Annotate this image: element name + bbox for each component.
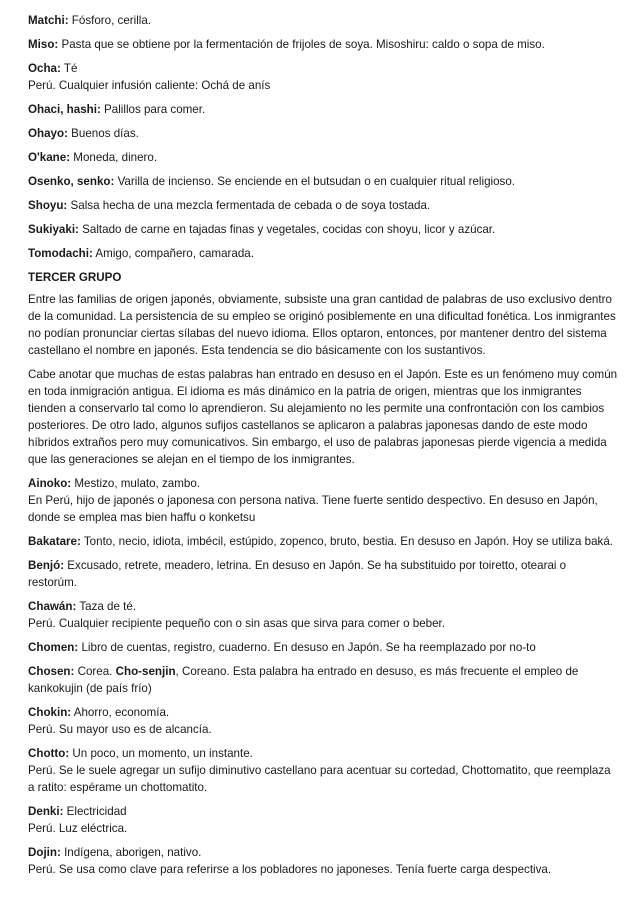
entry-definition: Mestizo, mulato, zambo. — [71, 477, 201, 490]
entry-term-secondary: Cho-senjin — [115, 665, 176, 678]
entry-term: Ocha: — [28, 62, 61, 75]
entry-definition: Té — [60, 62, 78, 75]
glossary-entry — [28, 149, 618, 166]
entry-extra: Perú. Luz eléctrica. — [28, 822, 128, 835]
entry-definition: Buenos días. — [67, 127, 139, 140]
entry-term: Bakatare: — [28, 535, 81, 548]
entry-definition: Tonto, necio, idiota, imbécil, estúpido, zopenco, bruto, bestia. En desuso en Japón. Hoy se utiliza baká. — [80, 535, 613, 548]
glossary-entry — [28, 639, 618, 656]
glossary-entry — [28, 245, 618, 262]
entry-term: Chomen: — [28, 641, 79, 654]
entry-definition: Corea. — [74, 665, 116, 678]
entries-bottom — [28, 475, 618, 878]
entry-definition: Excusado, retrete, meadero, letrina. En desuso en Japón. Se ha substituido por toiretto, otearai o restorúm. — [28, 559, 567, 589]
glossary-entry — [28, 12, 618, 29]
section-title: TERCER GRUPO — [28, 271, 122, 284]
entry-extra: Perú. Cualquier recipiente pequeño con o sin asas que sirva para comer o beber. — [28, 617, 445, 630]
glossary-entry — [28, 557, 618, 591]
entry-definition: Electricidad — [63, 805, 127, 818]
glossary-entry — [28, 221, 618, 238]
glossary-entry — [28, 533, 618, 550]
body-paragraph: Cabe anotar que muchas de estas palabras han entrado en desuso en el Japón. Este es un fenómeno muy común en toda inmigración antigua. El idioma es más dinámico en la patria de origen, mientras que los inmigrantes tienden a conservarlo tal como lo aprendieron. Su alejamiento no les permite una confrontación con los cambios posteriores. De otro lado, algunos sufijos castellanos se aplicaron a palabras japonesas dando de este modo híbridos extraños pero muy comunicativos. Sin embargo, el uso de palabras japonesas pierde vigencia a medida que las generaciones se alejan en el tiempo de los inmigrantes. — [28, 368, 618, 466]
entry-term: Matchi: — [28, 14, 69, 27]
entry-definition: Libro de cuentas, registro, cuaderno. En desuso en Japón. Se ha reemplazado por no-to — [78, 641, 536, 654]
entry-extra: Perú. Se usa como clave para referirse a los pobladores no japoneses. Tenía fuerte carga despectiva. — [28, 863, 552, 876]
entry-term: Dojin: — [28, 846, 61, 859]
entry-term: Chotto: — [28, 747, 70, 760]
entry-extra: En Perú, hijo de japonés o japonesa con persona nativa. Tiene fuerte sentido despectivo. En desuso en Japón, donde se emplea mas bien haffu o konketsu — [28, 494, 598, 524]
glossary-entry — [28, 704, 618, 738]
entry-term: Sukiyaki: — [28, 223, 79, 236]
entry-term: Chawán: — [28, 600, 77, 613]
entry-definition: Indígena, aborigen, nativo. — [60, 846, 202, 859]
entry-extra: Perú. Su mayor uso es de alcancía. — [28, 723, 212, 736]
entry-extra: Perú. Se le suele agregar un sufijo diminutivo castellano para acentuar su cortedad, Chottomatito, que reemplaza a ratito: espérame un chottomatito. — [28, 764, 611, 794]
entry-definition: Un poco, un momento, un instante. — [69, 747, 253, 760]
glossary-entry — [28, 60, 618, 94]
entry-definition: Varilla de incienso. Se enciende en el butsudan o en cualquier ritual religioso. — [114, 175, 516, 188]
entry-definition: Amigo, compañero, camarada. — [92, 247, 254, 260]
entry-term: Ohayo: — [28, 127, 68, 140]
entry-definition: Pasta que se obtiene por la fermentación de frijoles de soya. Misoshiru: caldo o sopa de miso. — [58, 38, 545, 51]
entry-term: Tomodachi: — [28, 247, 93, 260]
glossary-entry — [28, 475, 618, 526]
entry-definition: Saltado de carne en tajadas finas y vegetales, cocidas con shoyu, licor y azúcar. — [78, 223, 496, 236]
glossary-entry — [28, 36, 618, 53]
entry-term: Chokin: — [28, 706, 72, 719]
glossary-entry — [28, 101, 618, 118]
entry-term: Ainoko: — [28, 477, 72, 490]
entry-term: Miso: — [28, 38, 59, 51]
entry-term: Osenko, senko: — [28, 175, 115, 188]
entries-top — [28, 12, 618, 262]
entry-definition: Taza de té. — [76, 600, 137, 613]
body-paragraph: Entre las familias de origen japonés, obviamente, subsiste una gran cantidad de palabras de uso exclusivo dentro de la comunidad. La persistencia de su empleo se originó posiblemente en una dificultad fonética. Los inmigrantes no podían pronunciar ciertas sílabas del nuevo idioma. Ellos optaron, entonces, por mantener dentro del sistema castellano el nombre en japonés. Esta tendencia se dio básicamente con los sustantivos. — [28, 293, 616, 357]
entry-definition: Fósforo, cerilla. — [68, 14, 152, 27]
entry-term: Benjó: — [28, 559, 65, 572]
glossary-entry — [28, 173, 618, 190]
glossary-entry — [28, 663, 618, 697]
entry-term: Chosen: — [28, 665, 75, 678]
entry-definition-secondary: , Coreano. Esta palabra ha entrado en desuso, es más frecuente el empleo de kankokujin (de país frío) — [28, 665, 579, 695]
glossary-entry — [28, 197, 618, 214]
entry-definition: Palillos para comer. — [100, 103, 206, 116]
entry-term: Shoyu: — [28, 199, 68, 212]
entry-extra: Perú. Cualquier infusión caliente: Ochá de anís — [28, 79, 271, 92]
entry-term: Ohaci, hashi: — [28, 103, 101, 116]
glossary-entry — [28, 125, 618, 142]
entry-definition: Moneda, dinero. — [70, 151, 158, 164]
glossary-entry — [28, 803, 618, 837]
entry-definition: Salsa hecha de una mezcla fermentada de cebada o de soya tostada. — [67, 199, 431, 212]
glossary-entry — [28, 745, 618, 796]
glossary-entry — [28, 844, 618, 878]
entry-term: Denki: — [28, 805, 64, 818]
glossary-entry — [28, 598, 618, 632]
entry-term: O'kane: — [28, 151, 71, 164]
entry-definition: Ahorro, economía. — [71, 706, 170, 719]
